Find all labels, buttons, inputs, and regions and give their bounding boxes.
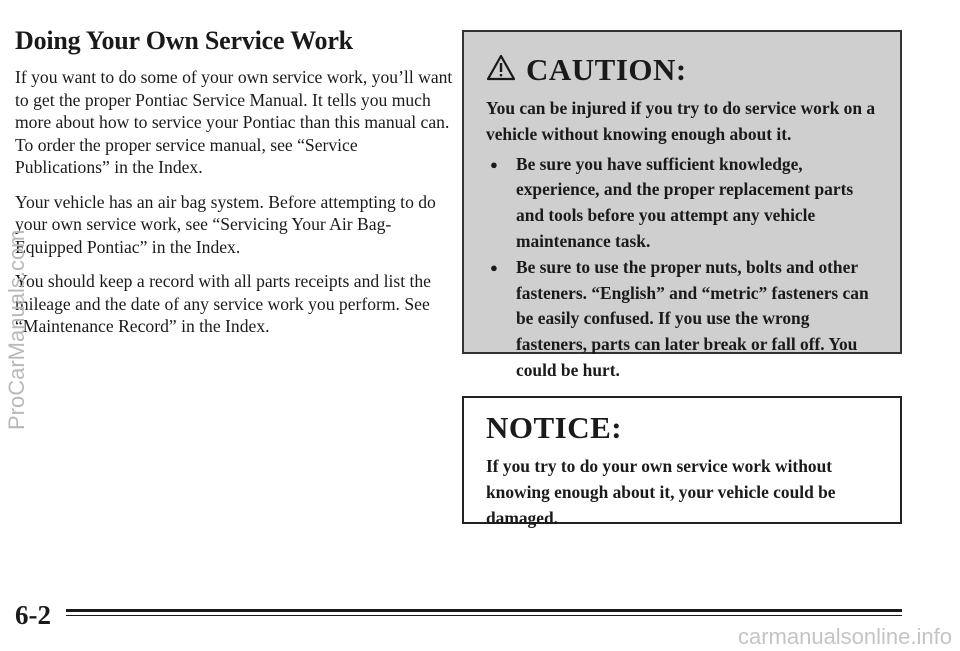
notice-title: NOTICE: [486,410,623,445]
paragraph-maintenance-record: You should keep a record with all parts receipts and list the mileage and the date of any service work you perform. See “Maintenance Record” in the Index. [15,271,431,336]
caution-bullet-item [486,255,880,384]
caution-bullet-item [486,152,880,255]
footer-rule [66,609,902,612]
page-number: 6-2 [15,600,51,630]
caution-title: CAUTION: [526,52,687,87]
paragraph-service-manual: If you want to do some of your own service work, you’ll want to get the proper Pontiac Service Manual. It tells you much more about how to service your Pontiac than this manual can. To order the proper service manual, see “Service Publications” in the Index. [15,67,453,177]
caution-bullet-text: Be sure you have sufficient knowledge, experience, and the proper replacement parts and tools before you attempt any vehicle maintenance task. [516,153,854,251]
caution-box [462,30,902,380]
caution-header [486,52,880,88]
bottom-watermark: carmanualsonline.info [737,624,952,649]
page-title: Doing Your Own Service Work [15,26,353,55]
notice-text: If you try to do your own service work without knowing enough about it, your vehicle could be damaged. [486,456,836,528]
bullet-icon: ● [490,259,498,275]
notice-box [462,396,902,528]
side-watermark: ProCarManuals.com [4,229,29,430]
caution-intro: You can be injured if you try to do service work on a vehicle without knowing enough about it. [486,98,876,144]
service-work-body [15,66,455,350]
paragraph-air-bag: Your vehicle has an air bag system. Before attempting to do your own service work, see “Servicing Your Air Bag-Equipped Pontiac” in the Index. [15,191,436,257]
caution-bullet-text: Be sure to use the proper nuts, bolts and other fasteners. “English” and “metric” fasteners can be easily confused. If you use the wrong fasteners, parts can later break or fall off. You could be hurt. [516,256,869,380]
bullet-icon: ● [490,156,498,172]
footer-rule-thin [66,615,902,616]
warning-triangle-icon [486,54,516,86]
caution-bullet-list [486,152,880,384]
